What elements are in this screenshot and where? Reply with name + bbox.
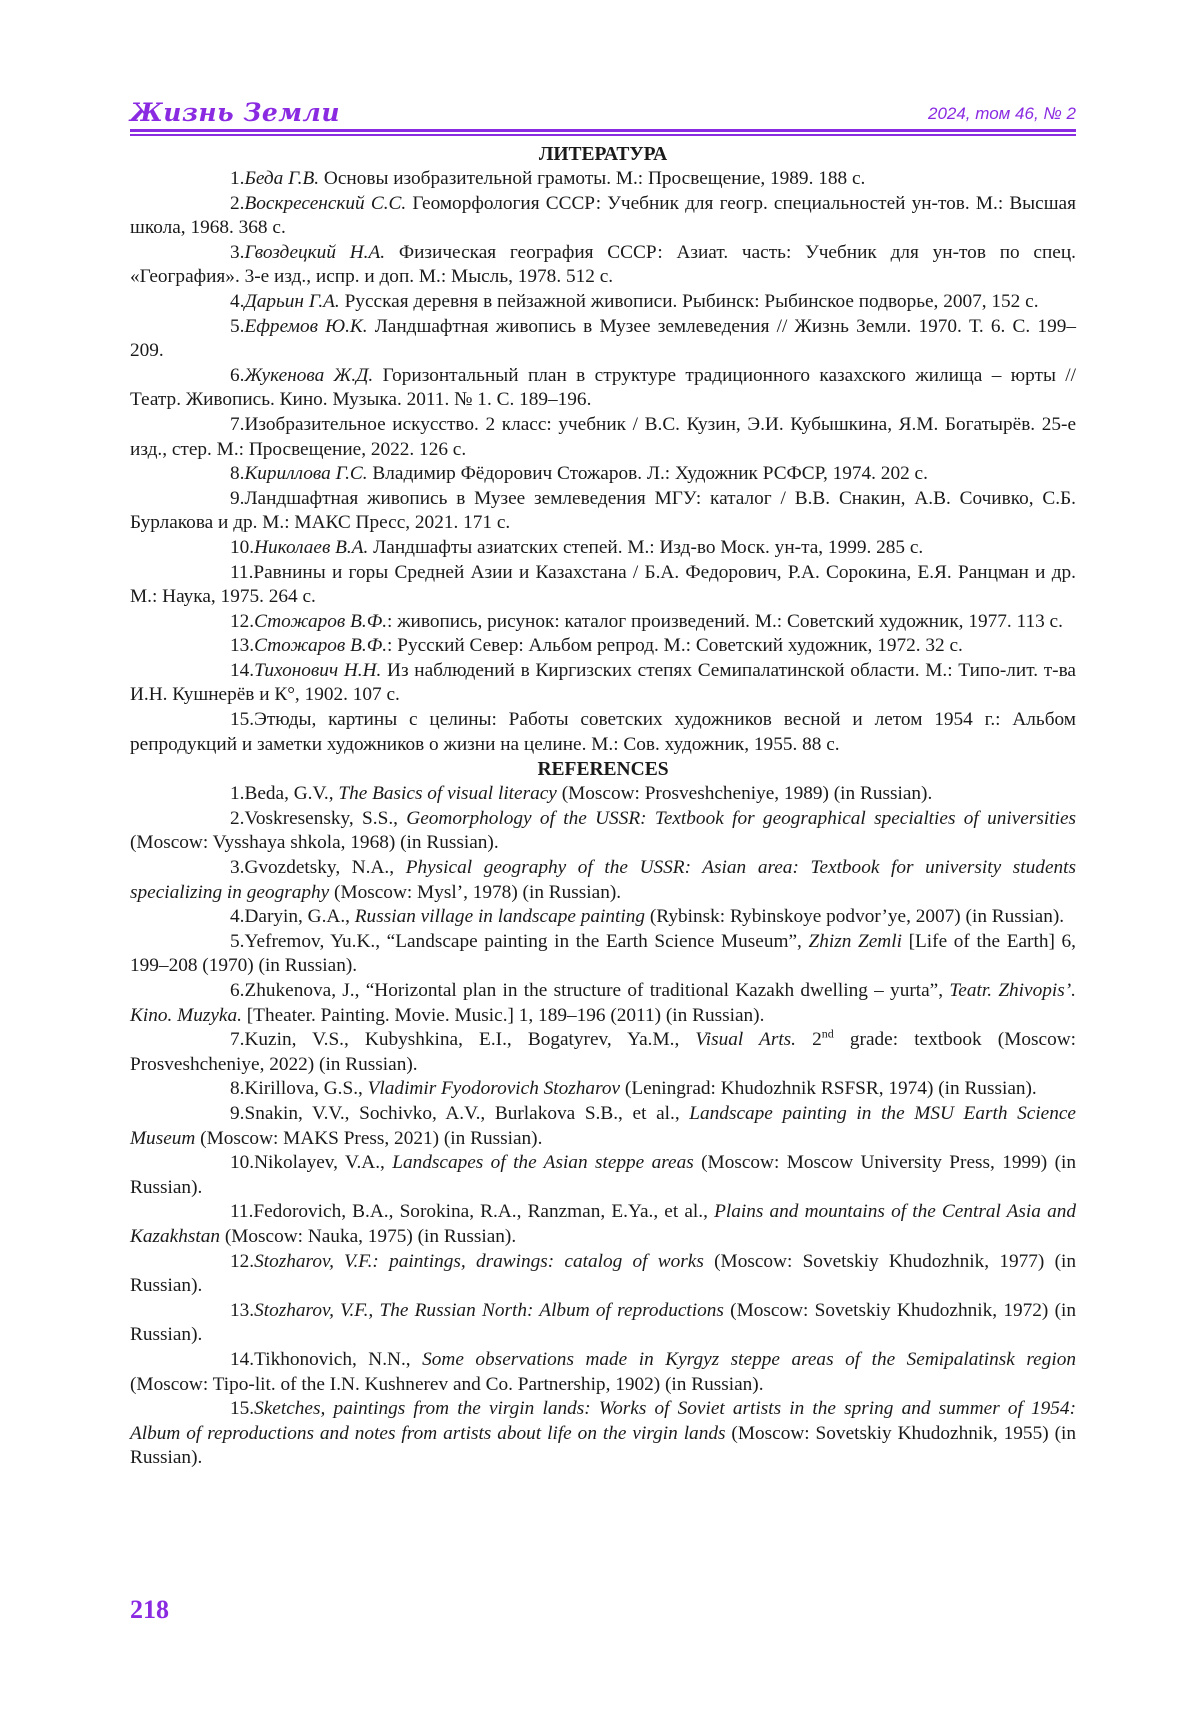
item-text: (Moscow: Nauka, 1975) (in Russian). [220,1225,517,1247]
item-number: 1. [230,168,245,189]
item-title: Russian village in landscape painting [354,906,646,928]
item-number: 14. [230,1348,255,1370]
item-title: The Basics of visual literacy [338,783,557,805]
item-title: Plains and mountains of the Central Asia and Kazakhstan [130,1201,1077,1247]
item-title: Some observations made in Kyrgyz steppe areas of the Semipalatinsk region [422,1348,1076,1370]
item-author: Гвоздецкий Н.А. [244,241,386,263]
item-number: 4. [230,906,245,928]
item-text: Равнины и горы Средней Азии и Казахстана / Б.А. Федорович, Р.А. Сорокина, Е.Я. Ранцман и др. М.: Наука, 1975. 264 с. [130,561,1076,608]
item-text: (Moscow: Tipo-lit. of the I.N. Kushnerev and Co. Partnership, 1902) (in Russian). [130,1373,764,1395]
item-text: Ландшафты азиатских степей. М.: Изд-во Моск. ун-та, 1999. 285 с. [368,536,924,558]
literatura-item [130,364,1076,413]
reference-item [130,856,1076,905]
item-number: 13. [230,1299,255,1321]
item-authors: Tikhonovich, N.N., [254,1348,423,1370]
item-text: (Moscow: Moscow University Press, 1999) (in Russian). [130,1152,1076,1198]
item-text: (Moscow: Vysshaya shkola, 1968) (in Russian). [130,832,499,854]
item-text: (Moscow: Sovetskiy Khudozhnik, 1955) (in Russian). [130,1422,1076,1469]
item-text: Геоморфология СССР: Учебник для геогр. специальностей ун-тов. М.: Высшая школа, 1968. 368 с. [130,192,1076,239]
item-title: Sketches, paintings from the virgin lands: Works of Soviet artists in the spring and summer of 1954: Album of reproductions and notes from artists about life on the virgin lands [130,1398,1076,1444]
references-list [130,782,1076,1471]
journal-title: Жизнь Земли [130,98,341,127]
literatura-item [130,610,1076,635]
item-text: Физическая география СССР: Азиат. часть: Учебник для ун-тов по спец. «География». 3-е изд., испр. и доп. М.: Мысль, 1978. 512 с. [130,241,1076,288]
item-authors: Zhukenova, J., “Horizontal plan in the structure of traditional Kazakh dwelling – yurta”, [244,980,950,1001]
item-number: 3. [230,857,245,879]
item-text: Изобразительное искусство. 2 класс: учебник / В.С. Кузин, Э.И. Кубышкина, Я.М. Богатырёв. 25-е изд., стер. М.: Просвещение, 2022. 126 с. [130,413,1076,460]
issue-info: 2024, том 46, № 2 [927,104,1076,123]
item-superscript: nd [821,1026,834,1041]
reference-item [130,1200,1076,1249]
item-number: 2. [230,807,245,829]
item-number: 15. [230,1398,255,1420]
item-author: Беда Г.В. [244,168,320,189]
item-number: 11. [230,561,254,583]
item-authors: Daryin, G.A., [244,906,355,928]
item-authors: Snakin, V.V., Sochivko, A.V., Burlakova S.B., et al., [244,1102,690,1124]
literatura-item [130,659,1076,708]
item-number: 11. [230,1201,254,1223]
literatura-item [130,536,1076,561]
item-authors: Gvozdetsky, N.A., [244,857,406,879]
item-text: Этюды, картины с целины: Работы советских художников весной и летом 1954 г.: Альбом репродукций и заметки художников о жизни на целине. М.: Сов. художник, 1955. 88 с. [130,709,1076,755]
item-text: Горизонтальный план в структуре традиционного казахского жилища – юрты // Театр. Живопись. Кино. Музыка. 2011. № 1. С. 189–196. [130,364,1077,411]
item-text: [Life of the Earth] 6, 199–208 (1970) (in Russian). [130,930,1076,977]
item-title: Zhizn Zemli [808,930,902,952]
item-number: 8. [230,1078,245,1100]
literatura-item [130,487,1076,536]
item-number: 3. [230,241,245,263]
reference-item [130,930,1076,979]
item-author: Стожаров В.Ф. [254,610,388,632]
item-title: Stozharov, V.F.: paintings, drawings: catalog of works [254,1250,704,1272]
item-title: Physical geography of the USSR: Asian area: Textbook for university students specializing in geography [130,857,1076,903]
reference-item [130,905,1076,930]
item-text: (Moscow: MAKS Press, 2021) (in Russian). [195,1127,543,1149]
item-text: 2 [796,1029,822,1051]
item-text: Из наблюдений в Киргизских степях Семипалатинской области. М.: Типо-лит. т-ва И.Н. Кушнерёв и К°, 1902. 107 с. [130,659,1076,706]
item-number: 10. [230,1152,255,1174]
item-author: Воскресенский С.С. [244,192,407,214]
item-author: Кириллова Г.С. [244,463,368,485]
reference-item [130,1250,1076,1299]
item-text: (Leningrad: Khudozhnik RSFSR, 1974) (in Russian). [620,1078,1037,1100]
reference-item [130,979,1076,1028]
item-text: Основы изобразительной грамоты. М.: Просвещение, 1989. 188 с. [319,168,866,189]
item-number: 9. [230,1102,245,1124]
reference-item [130,1348,1076,1397]
item-authors: Nikolayev, V.A., [254,1152,393,1174]
item-text: grade: textbook (Moscow: Prosveshcheniye, 2022) (in Russian). [130,1029,1076,1075]
item-number: 4. [230,290,245,312]
literatura-item [130,413,1076,462]
item-text: (Moscow: Mysl’, 1978) (in Russian). [329,881,622,903]
item-text: Владимир Фёдорович Стожаров. Л.: Художник РСФСР, 1974. 202 с. [367,463,928,485]
item-number: 13. [230,635,255,657]
reference-item [130,1077,1076,1102]
item-text: (Moscow: Sovetskiy Khudozhnik, 1972) (in Russian). [130,1299,1076,1346]
reference-item [130,1299,1076,1348]
item-number: 15. [230,709,255,731]
reference-item [130,1102,1076,1151]
item-authors: Kirillova, G.S., [244,1078,368,1100]
item-text: (Moscow: Sovetskiy Khudozhnik, 1977) (in Russian). [130,1250,1076,1297]
literatura-item [130,241,1076,290]
item-title: Landscape painting in the MSU Earth Science Museum [130,1102,1076,1149]
item-author: Тихонович Н.Н. [254,659,382,681]
item-number: 9. [230,487,245,509]
item-text: (Rybinsk: Rybinskoye podvor’ye, 2007) (in Russian). [645,906,1065,928]
item-number: 6. [230,980,245,1001]
item-author: Ефремов Ю.К. [244,315,368,337]
literatura-item [130,708,1076,757]
item-text: [Theater. Painting. Movie. Music.] 1, 189–196 (2011) (in Russian). [241,1004,765,1026]
item-number: 12. [230,1250,255,1272]
item-number: 7. [230,1029,245,1051]
literatura-item [130,462,1076,487]
reference-item [130,1397,1076,1471]
item-title: Geomorphology of the USSR: Textbook for geographical specialties of universities [406,807,1077,829]
reference-item [130,1028,1076,1077]
item-authors: Yefremov, Yu.K., “Landscape painting in the Earth Science Museum”, [244,930,809,952]
reference-item [130,782,1076,807]
item-author: Стожаров В.Ф. [254,635,388,657]
bibliography [130,142,1076,1471]
item-text: : живопись, рисунок: каталог произведений. М.: Советский художник, 1977. 113 с. [387,610,1063,632]
literatura-item [130,167,1076,192]
item-number: 7. [230,413,245,435]
item-title: Landscapes of the Asian steppe areas [392,1152,694,1174]
item-text: : Русский Север: Альбом репрод. М.: Советский художник, 1972. 32 с. [387,635,963,657]
item-text: (Moscow: Prosveshcheniye, 1989) (in Russian). [556,783,933,805]
item-authors: Beda, G.V., [244,783,339,805]
references-heading: REFERENCES [537,759,669,781]
item-text: Ландшафтная живопись в Музее землеведения // Жизнь Земли. 1970. Т. 6. С. 199–209. [130,315,1076,362]
item-number: 5. [230,315,245,337]
item-title: Visual Arts. [695,1029,797,1051]
item-title: Stozharov, V.F., The Russian North: Album of reproductions [254,1299,724,1321]
literatura-item [130,561,1076,610]
item-author: Николаев В.А. [254,536,369,558]
literatura-item [130,290,1076,315]
item-number: 8. [230,463,245,485]
item-text: Ландшафтная живопись в Музее землеведения МГУ: каталог / В.В. Снакин, А.В. Сочивко, С.Б. Бурлакова и др. М.: МАКС Пресс, 2021. 171 с. [130,487,1076,534]
item-number: 6. [230,364,245,386]
item-text: Русская деревня в пейзажной живописи. Рыбинск: Рыбинское подворье, 2007, 152 с. [339,290,1039,312]
literatura-heading: ЛИТЕРАТУРА [538,144,668,165]
header-rule-thin [130,134,1076,136]
item-authors: Fedorovich, B.A., Sorokina, R.A., Ranzman, E.Ya., et al., [253,1201,715,1223]
literatura-list [130,167,1076,757]
item-authors: Kuzin, V.S., Kubyshkina, E.I., Bogatyrev, Ya.M., [244,1029,696,1051]
item-number: 14. [230,659,255,681]
item-authors: Voskresensky, S.S., [244,807,407,829]
page-header [130,96,1076,140]
item-number: 2. [230,192,245,214]
item-author: Жукенова Ж.Д. [244,364,374,386]
item-number: 12. [230,610,255,632]
literatura-item [130,315,1076,364]
literatura-item [130,192,1076,241]
item-number: 1. [230,783,245,805]
item-title: Vladimir Fyodorovich Stozharov [367,1078,621,1100]
page-number: 218 [130,1595,169,1624]
header-rule [130,129,1076,132]
reference-item [130,807,1076,856]
item-author: Дарьин Г.А. [244,290,340,312]
reference-item [130,1151,1076,1200]
item-title: Teatr. Zhivopis’. Kino. Muzyka. [130,980,1076,1026]
item-number: 5. [230,930,245,952]
literatura-item [130,634,1076,659]
item-number: 10. [230,536,255,558]
